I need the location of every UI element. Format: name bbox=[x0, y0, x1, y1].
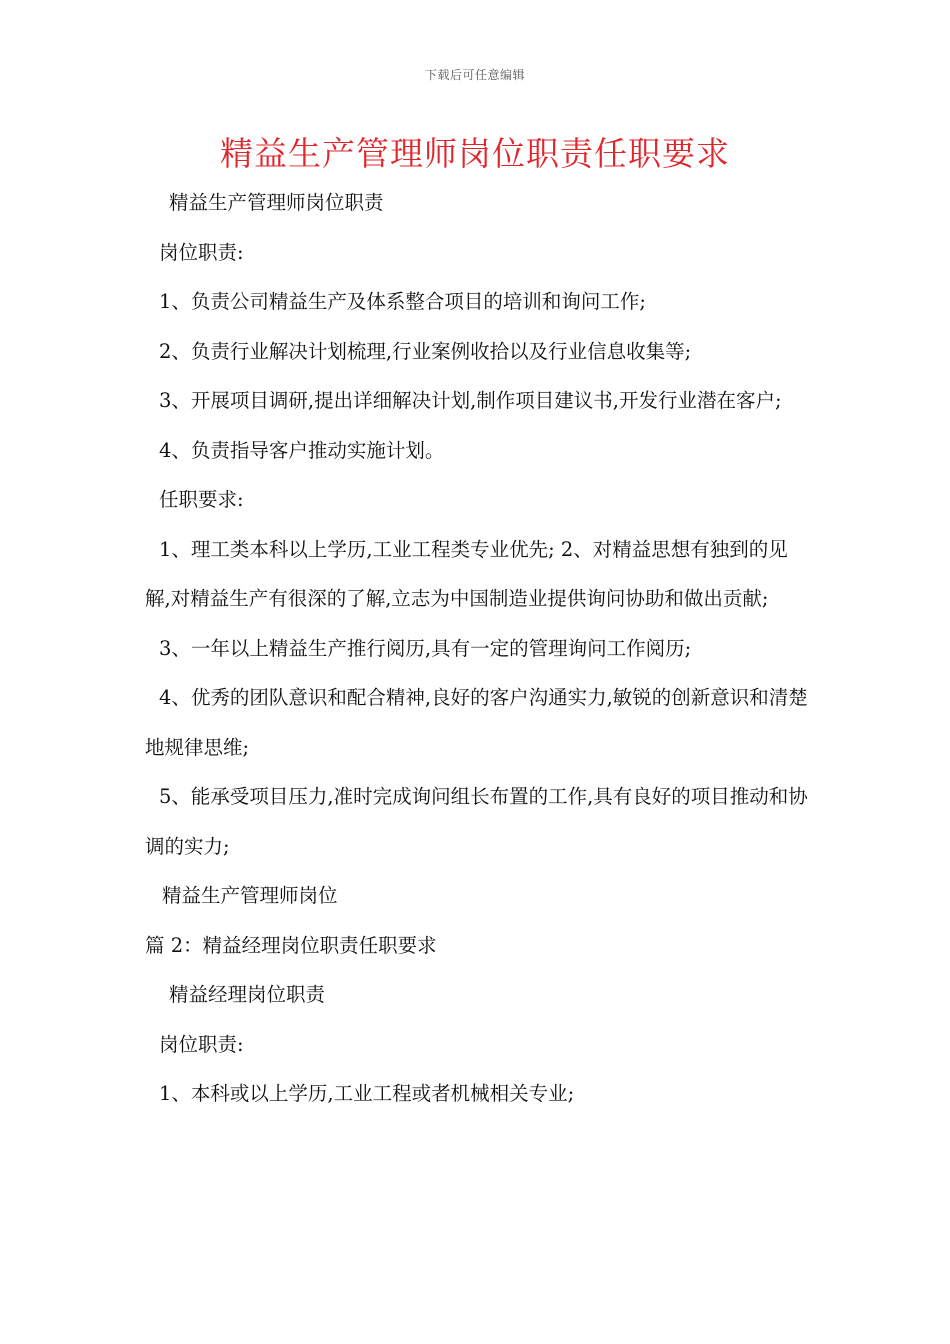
paragraph: 岗位职责: bbox=[159, 1032, 244, 1056]
paragraph: 2、负责行业解决计划梳理,行业案例收拾以及行业信息收集等; bbox=[159, 339, 692, 363]
paragraph: 精益生产管理师岗位职责 bbox=[169, 191, 384, 214]
document-title: 精益生产管理师岗位职责任职要求 bbox=[220, 134, 730, 173]
document-body bbox=[145, 178, 810, 1119]
paragraph: 1、本科或以上学历,工业工程或者机械相关专业; bbox=[159, 1082, 575, 1105]
paragraph: 1、理工类本科以上学历,工业工程类专业优先; 2、对精益思想有独到的见解,对精益生产有很深的了解,立志为中国制造业提供询问协助和做出贡献; bbox=[145, 537, 788, 610]
paragraph: 岗位职责: bbox=[159, 240, 244, 264]
paragraph: 3、一年以上精益生产推行阅历,具有一定的管理询问工作阅历; bbox=[159, 636, 692, 660]
paragraph: 3、开展项目调研,提出详细解决计划,制作项目建议书,开发行业潜在客户; bbox=[159, 389, 782, 412]
paragraph: 精益生产管理师岗位 bbox=[162, 884, 338, 907]
header-note: 下载后可任意编辑 bbox=[424, 68, 525, 82]
paragraph: 任职要求: bbox=[159, 488, 244, 511]
paragraph: 1、负责公司精益生产及体系整合项目的培训和询问工作; bbox=[159, 290, 646, 313]
paragraph: 4、负责指导客户推动实施计划。 bbox=[159, 438, 445, 462]
section-heading: 篇 2：精益经理岗位职责任职要求 bbox=[145, 933, 437, 957]
paragraph: 5、能承受项目压力,准时完成询问组长布置的工作,具有良好的项目推动和协调的实力; bbox=[145, 785, 808, 858]
paragraph: 精益经理岗位职责 bbox=[169, 983, 326, 1006]
paragraph: 4、优秀的团队意识和配合精神,良好的客户沟通实力,敏锐的创新意识和清楚地规律思维; bbox=[145, 686, 808, 759]
